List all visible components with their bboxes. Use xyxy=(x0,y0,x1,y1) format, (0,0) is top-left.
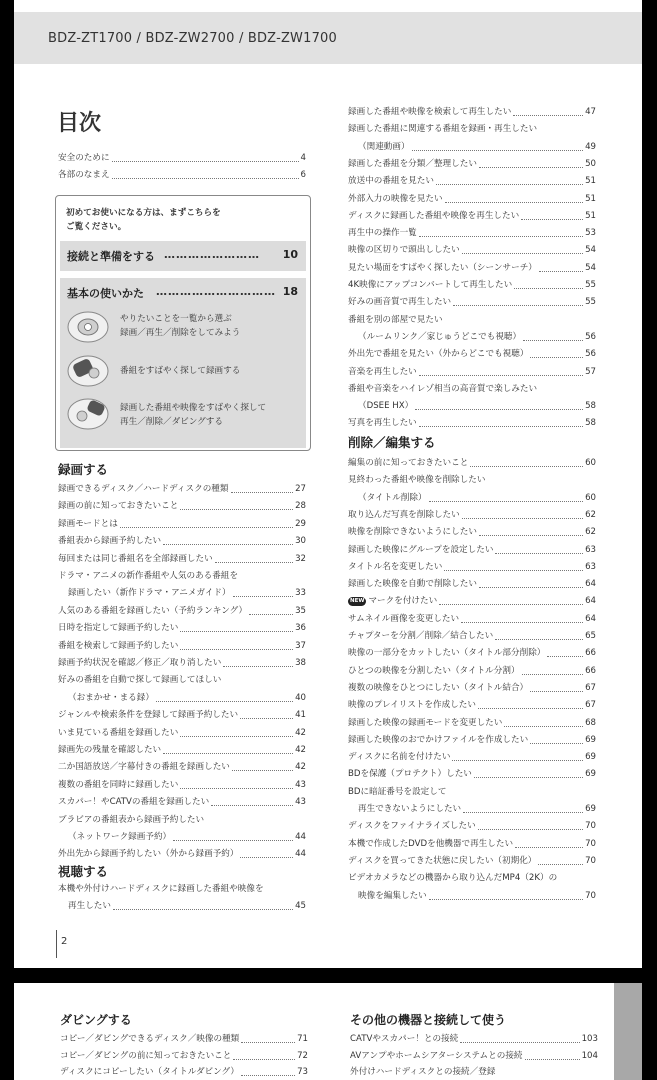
model-names: BDZ-ZT1700 / BDZ-ZW2700 / BDZ-ZW1700 xyxy=(48,31,337,46)
toc-entry-label: 各部のなまえ xyxy=(58,170,110,180)
toc-entry-page: 51 xyxy=(585,210,596,221)
toc-entry-page: 67 xyxy=(585,700,596,711)
toc-entry[interactable] xyxy=(58,568,306,585)
toc-entry-label: 録画した映像にグループを設定したい xyxy=(348,544,494,555)
toc-entry-label: 安全のために xyxy=(58,153,110,163)
toc-entry-page: 55 xyxy=(585,280,596,290)
toc-entry-label: 録画モードとは xyxy=(58,518,118,529)
toc-entry-label: BDに暗証番号を設定して xyxy=(348,786,447,797)
toc-entry[interactable] xyxy=(348,415,596,432)
toc-entry-page: 69 xyxy=(585,734,596,745)
toc-entry-label: ディスクに録画した番組や映像を再生したい xyxy=(348,210,520,221)
toc-entry[interactable] xyxy=(348,853,596,870)
toc-entry-page: 29 xyxy=(295,518,306,529)
toc-entry-label: チャプターを分割／削除／結合したい xyxy=(348,631,494,641)
toc-entry-continued[interactable] xyxy=(358,888,596,905)
toc-entry[interactable] xyxy=(348,836,596,853)
toc-entry[interactable] xyxy=(58,603,306,620)
toc-entry-label: ディスクに名前を付けたい xyxy=(348,752,451,763)
toc-entry[interactable] xyxy=(348,576,596,593)
toc-entry-page: 72 xyxy=(297,1050,308,1061)
toc-entry[interactable] xyxy=(348,507,596,524)
toc-entry-label: タイトル名を変更したい xyxy=(348,561,443,572)
toc-entry-label: 録画した映像の録画モードを変更したい xyxy=(348,717,503,728)
toc-entry[interactable] xyxy=(348,455,596,472)
guide-item[interactable]: 録画した番組や映像をすばやく探して 再生／削除／ダビングする xyxy=(120,403,267,427)
toc-entry[interactable] xyxy=(58,672,306,689)
toc-entry[interactable] xyxy=(60,1064,308,1080)
toc-entry-page: 42 xyxy=(295,727,306,738)
toc-entry[interactable] xyxy=(348,191,596,208)
toc-entry-label: 写真を再生したい xyxy=(348,418,417,429)
remote-icon xyxy=(66,353,110,389)
toc-entry[interactable] xyxy=(348,277,596,294)
toc-entry-label-cont: （関連動画） xyxy=(358,141,410,152)
toc-entry-continued[interactable] xyxy=(68,829,306,846)
toc-entry-page: 64 xyxy=(585,579,596,590)
toc-entry[interactable] xyxy=(58,881,306,898)
toc-entry-label: 番組を検索して録画予約したい xyxy=(58,640,179,651)
toc-entry-label: 好みの番組を自動で探して録画してほしい xyxy=(58,675,222,686)
toc-entry-continued[interactable] xyxy=(358,139,596,156)
toc-entry-label: 外部入力の映像を見たい xyxy=(348,193,443,204)
toc-entry-page: 60 xyxy=(585,458,596,468)
toc-entry-label-cont: （ネットワーク録画予約） xyxy=(68,832,172,842)
toc-entry-label: 録画した映像を自動で削除したい xyxy=(348,579,477,590)
toc-entry-label: 外出先で番組を見たい（外からどこでも視聴） xyxy=(348,349,529,360)
toc-entry-label: 録画した番組を分類／整理したい xyxy=(348,158,477,169)
toc-entry-label: ドラマ・アニメの新作番組や人気のある番組を xyxy=(58,571,239,581)
toc-entry-label: 番組を別の部屋で見たい xyxy=(348,314,443,325)
toc-entry-continued[interactable] xyxy=(358,490,596,507)
toc-entry-label: 映像のプレイリストを作成したい xyxy=(348,700,476,711)
toc-entry-label-cont: （ルームリンク／家じゅうどこでも視聴） xyxy=(358,331,522,342)
toc-entry[interactable] xyxy=(348,697,596,714)
toc-entry-page: 65 xyxy=(585,631,596,641)
toc-entry-page: 68 xyxy=(585,717,596,728)
toc-entry-page: 69 xyxy=(585,769,596,780)
toc-entry-page: 36 xyxy=(295,623,306,634)
toc-entry-continued[interactable] xyxy=(68,585,306,602)
toc-entry[interactable] xyxy=(348,628,596,645)
toc-page-next xyxy=(14,983,642,1080)
toc-entry-page: 62 xyxy=(585,509,596,520)
toc-entry[interactable] xyxy=(348,104,596,121)
toc-entry-page: 55 xyxy=(585,297,596,308)
toc-entry-label: CATVやスカパー！との接続 xyxy=(350,1034,459,1044)
toc-entry-label: 録画した映像のおでかけファイルを作成したい xyxy=(348,734,529,745)
toc-entry[interactable] xyxy=(348,121,596,138)
toc-entry[interactable] xyxy=(348,364,596,381)
toc-entry-page: 32 xyxy=(295,553,306,564)
toc-entry-label: サムネイル画像を変更したい xyxy=(348,613,460,624)
toc-entry[interactable] xyxy=(348,225,596,242)
guide-connect-row[interactable]: 接続と準備をする …………………… 10 xyxy=(60,241,306,271)
toc-entry-label: 本機や外付けハードディスクに録画した番組や映像を xyxy=(58,884,264,894)
toc-entry-page: 62 xyxy=(585,527,596,538)
toc-entry-page: 43 xyxy=(295,797,306,808)
toc-entry-page: 66 xyxy=(585,665,596,676)
section-heading-dubbing: ダビングする xyxy=(60,1013,132,1027)
toc-entry[interactable] xyxy=(58,516,306,533)
toc-page-left xyxy=(14,0,642,968)
toc-entry[interactable] xyxy=(58,551,306,568)
toc-entry[interactable] xyxy=(348,663,596,680)
toc-entry-page: 70 xyxy=(585,821,596,832)
section-heading-other-devices: その他の機器と接続して使う xyxy=(350,1013,507,1027)
toc-entry-label: 日時を指定して録画予約したい xyxy=(58,623,179,634)
toc-entry-page: 6 xyxy=(300,170,306,180)
new-mark-badge: NEW xyxy=(350,598,365,605)
toc-entry-page: 64 xyxy=(585,613,596,624)
beginner-guide-box xyxy=(55,195,311,451)
toc-entry-label: 外付けハードディスクとの接続／登録 xyxy=(350,1067,496,1077)
toc-entry-page: 47 xyxy=(585,107,596,117)
toc-entry-label: スカパー！やCATVの番組を録画したい xyxy=(58,797,210,808)
guide-intro: 初めてお使いになる方は、まずこちらを ご覧ください。 xyxy=(66,208,221,232)
toc-entry[interactable] xyxy=(58,655,306,672)
toc-entry[interactable] xyxy=(58,533,306,550)
toc-entry[interactable] xyxy=(348,645,596,662)
toc-entry-page: 37 xyxy=(295,640,306,651)
toc-entry-page: 45 xyxy=(295,901,306,911)
toc-entry-label: 録画予約状況を確認／修正／取り消したい xyxy=(58,658,222,668)
toc-entry[interactable] xyxy=(348,208,596,225)
toc-entry-page: 54 xyxy=(585,245,596,256)
toc-entry-label: 取り込んだ写真を削除したい xyxy=(348,509,460,520)
toc-entry-page: 35 xyxy=(295,605,306,616)
model-header-bar xyxy=(14,0,642,64)
toc-entry-page: 64 xyxy=(585,596,596,607)
toc-entry-label-cont: 録画したい（新作ドラマ・アニメガイド） xyxy=(68,588,231,599)
toc-entry[interactable] xyxy=(58,620,306,637)
toc-entry-label: 録画の前に知っておきたいこと xyxy=(58,501,179,512)
toc-entry-continued[interactable] xyxy=(358,329,596,346)
toc-entry[interactable] xyxy=(58,794,306,811)
toc-entry-continued[interactable] xyxy=(68,690,306,707)
toc-entry-label: AVアンプやホームシアターシステムとの接続 xyxy=(350,1050,523,1061)
toc-entry[interactable] xyxy=(348,611,596,628)
toc-entry[interactable] xyxy=(58,498,306,515)
toc-entry-page: 54 xyxy=(585,262,596,273)
toc-entry-continued[interactable] xyxy=(68,898,306,915)
toc-entry-page: 70 xyxy=(585,838,596,849)
toc-entry-page: 42 xyxy=(295,745,306,755)
toc-entry-page: 70 xyxy=(585,890,596,901)
toc-entry-label: ブラビアの番組表から録画予約したい xyxy=(58,814,205,825)
toc-entry-label: 人気のある番組を録画したい（予約ランキング） xyxy=(58,605,248,616)
toc-entry-page: 38 xyxy=(295,658,306,668)
toc-entry-label: 再生中の操作一覧 xyxy=(348,228,417,239)
toc-entry-label-cont: （タイトル削除） xyxy=(358,492,427,503)
toc-entry-page: 57 xyxy=(585,366,596,377)
toc-entry[interactable] xyxy=(348,312,596,329)
toc-entry-label: 本機で作成したDVDを他機器で再生したい xyxy=(348,838,514,849)
toc-entry[interactable] xyxy=(58,481,306,498)
toc-entry-page: 66 xyxy=(585,648,596,659)
toc-entry[interactable] xyxy=(58,707,306,724)
toc-entry-page: 69 xyxy=(585,804,596,814)
toc-entry-label: 見たい場面をすばやく探したい（シーンサーチ） xyxy=(348,262,537,273)
toc-entry-page: 33 xyxy=(295,588,306,599)
toc-entry-page: 41 xyxy=(295,710,306,721)
toc-entry-label: 映像を削除できないようにしたい xyxy=(348,527,477,538)
toc-entry-label: 番組表から録画予約したい xyxy=(58,536,162,547)
toc-entry[interactable] xyxy=(60,1048,308,1065)
toc-entry[interactable] xyxy=(58,167,306,184)
toc-entry-page: 70 xyxy=(585,855,596,866)
toc-entry-page: 73 xyxy=(297,1067,308,1077)
toc-entry-label: ディスクをファイナライズしたい xyxy=(348,821,476,832)
toc-entry-page: 28 xyxy=(295,501,306,512)
toc-entry-page: 56 xyxy=(585,331,596,342)
toc-entry-continued[interactable] xyxy=(358,801,596,818)
toc-entry-label: 編集の前に知っておきたいこと xyxy=(348,458,469,468)
toc-entry-page: 69 xyxy=(585,752,596,763)
toc-entry-page: 50 xyxy=(585,158,596,169)
toc-entry-label: 録画先の残量を確認したい xyxy=(58,745,162,755)
toc-entry-label-cont: 映像を編集したい xyxy=(358,890,427,901)
toc-entry[interactable] xyxy=(58,638,306,655)
toc-entry-label: いま見ている番組を録画したい xyxy=(58,727,179,738)
toc-entry-page: 44 xyxy=(295,849,306,860)
page-number: 2 xyxy=(61,936,68,947)
toc-entry-page: 51 xyxy=(585,193,596,204)
toc-entry-page: 56 xyxy=(585,349,596,360)
toc-entry-label: 録画した番組に関連する番組を録画・再生したい xyxy=(348,124,538,135)
toc-entry-label: コピー／ダビングの前に知っておきたいこと xyxy=(60,1050,232,1061)
toc-entry-page: 44 xyxy=(295,832,306,842)
toc-entry[interactable] xyxy=(348,715,596,732)
remote-icon xyxy=(66,309,110,345)
toc-entry[interactable] xyxy=(58,725,306,742)
toc-entry[interactable] xyxy=(348,346,596,363)
toc-entry[interactable] xyxy=(350,1031,598,1048)
toc-entry[interactable] xyxy=(348,381,596,398)
toc-entry-page: 58 xyxy=(585,401,596,412)
toc-entry-label: マークを付けたい xyxy=(368,596,438,607)
toc-entry-label: 毎回または同じ番組名を全部録画したい xyxy=(58,553,213,564)
toc-entry-label: 録画できるディスク／ハードディスクの種類 xyxy=(58,484,229,494)
toc-entry-page: 71 xyxy=(297,1034,308,1044)
toc-entry[interactable] xyxy=(60,1031,308,1048)
toc-entry-page: 4 xyxy=(300,153,306,163)
section-heading-recording: 録画する xyxy=(58,462,109,477)
toc-entry-page: 67 xyxy=(585,682,596,693)
toc-entry-page: 51 xyxy=(585,176,596,187)
guide-item[interactable]: やりたいことを一覧から選ぶ 録画／再生／削除をしてみよう xyxy=(120,314,241,338)
guide-basic-block[interactable]: 基本の使いかた ………………………… 18 xyxy=(60,278,306,448)
toc-entry[interactable] xyxy=(350,1048,598,1065)
toc-entry-label-cont: 再生したい xyxy=(68,901,111,911)
toc-entry-page: 49 xyxy=(585,141,596,152)
toc-entry-label-cont: 再生できないようにしたい xyxy=(358,804,462,814)
toc-entry[interactable] xyxy=(350,1064,598,1080)
toc-entry[interactable] xyxy=(348,749,596,766)
toc-entry[interactable] xyxy=(348,784,596,801)
toc-entry-label: 映像の一部分をカットしたい（タイトル部分削除） xyxy=(348,648,546,659)
toc-entry[interactable] xyxy=(58,846,306,863)
guide-item[interactable]: 番組をすばやく探して録画する xyxy=(120,366,241,376)
toc-entry-page: 30 xyxy=(295,536,306,547)
toc-title: 目次 xyxy=(57,111,102,136)
toc-entry-page: 63 xyxy=(585,561,596,572)
toc-entry-label: 録画した番組や映像を検索して再生したい xyxy=(348,107,512,117)
toc-entry-label: 見終わった番組や映像を削除したい xyxy=(348,475,486,486)
toc-entry-label: BDを保護（プロテクト）したい xyxy=(348,769,472,780)
toc-entry-label: 好みの画音質で再生したい xyxy=(348,297,452,308)
toc-entry-label-cont: （おまかせ・まる録） xyxy=(68,692,154,703)
toc-entry[interactable] xyxy=(348,766,596,783)
toc-entry-page: 63 xyxy=(585,544,596,555)
toc-entry[interactable] xyxy=(58,759,306,776)
toc-entry-label: 複数の番組を同時に録画したい xyxy=(58,779,179,790)
toc-entry[interactable] xyxy=(348,260,596,277)
toc-entry[interactable] xyxy=(348,870,596,887)
toc-entry[interactable] xyxy=(348,680,596,697)
toc-entry-label: コピー／ダビングできるディスク／映像の種類 xyxy=(60,1034,240,1044)
toc-entry[interactable] xyxy=(348,542,596,559)
toc-entry[interactable] xyxy=(348,156,596,173)
toc-entry-label: ビデオカメラなどの機器から取り込んだMP4（2K）の xyxy=(348,873,558,884)
toc-entry-label: ひとつの映像を分割したい（タイトル分割） xyxy=(348,665,520,676)
section-heading-viewing: 視聴する xyxy=(58,864,109,879)
toc-entry[interactable] xyxy=(58,150,306,167)
toc-entry-page: 40 xyxy=(295,692,306,703)
toc-entry[interactable] xyxy=(348,294,596,311)
toc-entry-label: ディスクにコピーしたい（タイトルダビング） xyxy=(60,1067,240,1077)
toc-entry-label: 音楽を再生したい xyxy=(348,366,417,377)
toc-entry-page: 103 xyxy=(581,1034,598,1044)
toc-entry[interactable] xyxy=(348,593,596,610)
section-heading-delete-edit: 削除／編集する xyxy=(348,435,436,450)
toc-entry[interactable] xyxy=(58,812,306,829)
toc-entry-page: 104 xyxy=(581,1050,598,1061)
remote-icon xyxy=(66,396,110,432)
toc-entry-label: 二か国語放送／字幕付きの番組を録画したい xyxy=(58,762,230,773)
toc-entry-page: 53 xyxy=(585,228,596,239)
toc-entry-continued[interactable] xyxy=(358,398,596,415)
toc-entry-page: 58 xyxy=(585,418,596,429)
toc-entry-label: 4K映像にアップコンバートして再生したい xyxy=(348,280,513,290)
toc-entry-page: 42 xyxy=(295,762,306,773)
toc-entry-label: 映像の区切りで頭出ししたい xyxy=(348,245,460,256)
toc-entry[interactable] xyxy=(348,732,596,749)
toc-entry[interactable] xyxy=(348,524,596,541)
toc-entry-label: ディスクを買ってきた状態に戻したい（初期化） xyxy=(348,855,537,866)
toc-entry-label-cont: （DSEE HX） xyxy=(358,401,414,412)
toc-entry[interactable] xyxy=(348,818,596,835)
toc-entry[interactable] xyxy=(348,242,596,259)
toc-entry-label: 放送中の番組を見たい xyxy=(348,176,434,187)
toc-entry[interactable] xyxy=(58,777,306,794)
toc-entry[interactable] xyxy=(348,173,596,190)
toc-entry[interactable] xyxy=(348,559,596,576)
toc-entry-label: ジャンルや検索条件を登録して録画予約したい xyxy=(58,710,239,721)
toc-entry[interactable] xyxy=(348,472,596,489)
toc-entry[interactable] xyxy=(58,742,306,759)
toc-entry-label: 番組や音楽をハイレゾ相当の高音質で楽しみたい xyxy=(348,383,538,394)
toc-entry-label: 外出先から録画予約したい（外から録画予約） xyxy=(58,849,239,860)
toc-entry-page: 27 xyxy=(295,484,306,494)
toc-entry-label: 複数の映像をひとつにしたい（タイトル結合） xyxy=(348,682,529,693)
toc-entry-page: 60 xyxy=(585,492,596,503)
toc-entry-page: 43 xyxy=(295,779,306,790)
page-edge-tab xyxy=(614,983,642,1080)
